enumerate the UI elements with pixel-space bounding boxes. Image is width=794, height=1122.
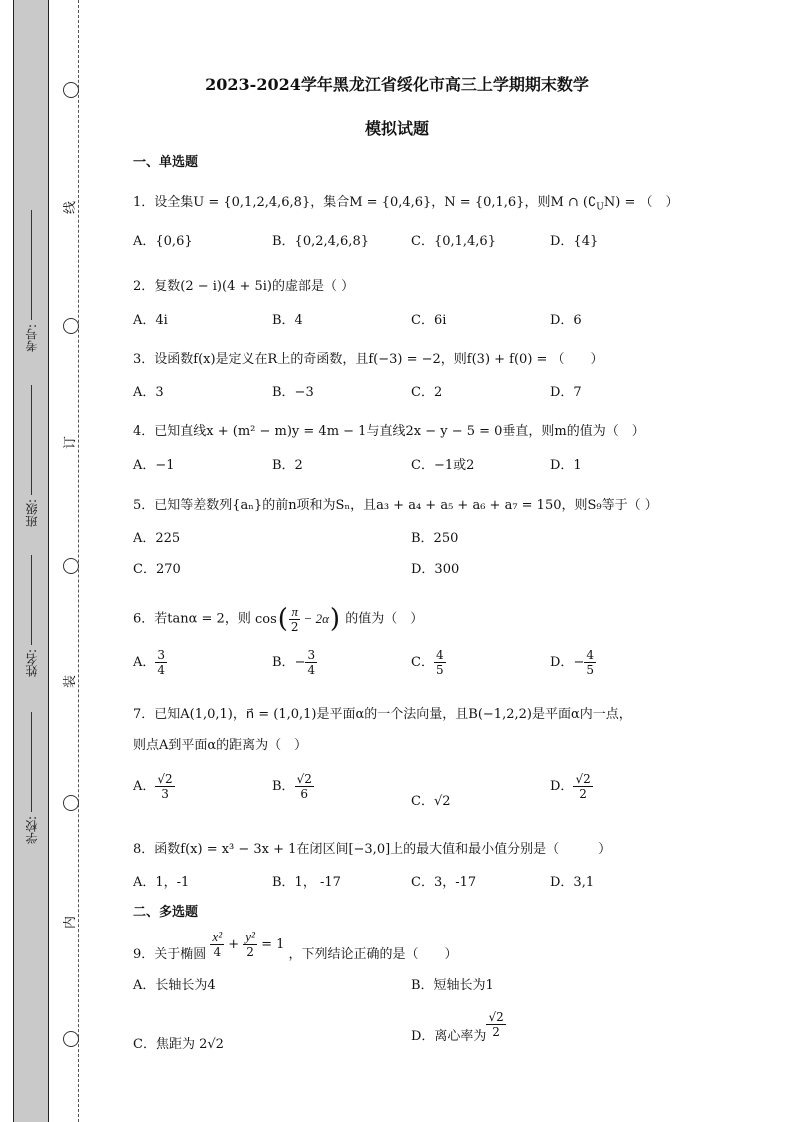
left-paren: ( (277, 604, 288, 634)
question-7-line2: 则点A到平面α的距离为（ ） (133, 738, 308, 753)
option-label: A． (133, 779, 156, 794)
q2-option-b[interactable]: B．4 (272, 313, 303, 328)
minus-sign: − (573, 655, 585, 670)
binding-hole (63, 795, 79, 811)
frac-num: √2 (157, 772, 173, 786)
frac-den: 2 (492, 1025, 500, 1039)
q9-option-d[interactable] (411, 1010, 506, 1044)
frac-num: √2 (488, 1010, 504, 1024)
question-6-stem-start: 6．若tanα = 2，则 (133, 611, 251, 627)
q8-option-c[interactable]: C．3，-17 (411, 875, 477, 890)
q1-option-a[interactable]: A．{0,6} (133, 234, 193, 249)
school-field[interactable] (20, 712, 42, 844)
question-4: 4．已知直线x + (m² − m)y = 4m − 1与直线2x − y − 5 = 0垂直，则m的值为（ ） (133, 424, 645, 439)
q6-option-b[interactable] (272, 648, 317, 677)
q8-option-d[interactable]: D．3,1 (550, 875, 595, 890)
option-label: A． (133, 655, 156, 670)
exam-number-field[interactable] (20, 210, 42, 352)
frac-den: 6 (300, 787, 309, 801)
fraction (155, 648, 167, 677)
frac-den: 5 (586, 663, 594, 677)
question-1-stem-tail: N) = （ ） (603, 195, 679, 210)
question-7: 7．已知A(1,0,1)，n⃗ = (1,0,1)是平面α的一个法向量，且B(−1,2,2)是平面α内一点， (133, 707, 632, 722)
question-9-stem-end: ，下列结论正确的是（ ） (288, 947, 458, 962)
cut-line (78, 0, 79, 1122)
q1-option-c[interactable]: C．{0,1,4,6} (411, 234, 496, 249)
option-label: D． (550, 779, 574, 794)
q3-option-c[interactable]: C．2 (411, 385, 443, 400)
frac-num: π (291, 603, 298, 619)
option-label: D．离心率为 (411, 1029, 487, 1044)
option-label: C． (411, 655, 434, 670)
question-8: 8．函数f(x) = x³ − 3x + 1在闭区间[−3,0]上的最大值和最小值分别是（ ） (133, 842, 612, 857)
binding-mark-xian: 线 (59, 201, 78, 214)
cos-expression (255, 604, 341, 634)
section-heading-single-choice: 一、单选题 (133, 155, 199, 170)
q4-option-c[interactable]: C．−1或2 (411, 458, 475, 473)
minus-two-alpha: − 2α (303, 611, 329, 626)
q5-option-c[interactable]: C．270 (133, 562, 181, 577)
frac-den: 2 (246, 945, 254, 959)
section-heading-multiple-choice: 二、多选题 (133, 905, 199, 920)
q3-option-a[interactable]: A．3 (133, 385, 164, 400)
frac-den: 2 (579, 787, 587, 801)
binding-hole (63, 318, 79, 334)
fraction (155, 772, 174, 801)
fraction (295, 772, 314, 801)
frac-num: x² (212, 929, 223, 944)
q2-option-c[interactable]: C．6i (411, 313, 447, 328)
class-field[interactable] (20, 385, 42, 527)
frac-num: 4 (586, 648, 594, 662)
q2-option-a[interactable]: A．4i (133, 313, 168, 328)
page-subtitle: 模拟试题 (364, 119, 429, 138)
q7-option-c[interactable] (411, 790, 451, 809)
q6-option-a[interactable] (133, 648, 167, 677)
q4-option-a[interactable]: A．−1 (133, 458, 175, 473)
binding-hole (63, 558, 79, 574)
pi-over-two (289, 605, 301, 634)
plus-sign: + (228, 937, 240, 952)
q3-option-d[interactable]: D．7 (550, 385, 582, 400)
q2-option-d[interactable]: D．6 (550, 313, 582, 328)
q4-option-d[interactable]: D．1 (550, 458, 582, 473)
frac-num: 3 (307, 648, 316, 662)
fraction (584, 648, 596, 677)
q7-option-b[interactable] (272, 772, 314, 801)
q9-option-b[interactable]: B．短轴长为1 (411, 978, 494, 993)
q5-option-b[interactable]: B．250 (411, 531, 459, 546)
name-label: 姓名: (24, 649, 39, 678)
q7-option-a[interactable] (133, 772, 175, 801)
cos-label: cos (254, 611, 277, 627)
fraction (434, 648, 446, 677)
q9-option-c[interactable]: C．焦距为 2√2 (133, 1037, 224, 1052)
right-paren: ) (329, 604, 341, 634)
question-6-stem-end: 的值为（ ） (345, 611, 424, 627)
frac-den: 4 (307, 663, 316, 677)
fraction (305, 648, 317, 677)
frac-num: 3 (157, 648, 166, 662)
binding-mark-zhuang: 装 (59, 675, 78, 688)
option-label: D． (550, 655, 574, 670)
q4-option-b[interactable]: B．2 (272, 458, 303, 473)
q1-option-b[interactable]: B．{0,2,4,6,8} (272, 234, 369, 249)
frac-num: √2 (575, 772, 591, 786)
q6-option-d[interactable] (550, 648, 596, 677)
q5-option-a[interactable]: A．225 (133, 531, 181, 546)
frac-num: 4 (435, 648, 444, 662)
q5-option-d[interactable]: D．300 (411, 562, 460, 577)
frac-den: 4 (157, 663, 166, 677)
fraction-x (210, 930, 224, 959)
frac-num: y² (245, 929, 255, 944)
question-6 (133, 604, 423, 634)
fraction (486, 1010, 505, 1039)
frac-num: √2 (296, 772, 312, 786)
fraction-y (243, 930, 257, 959)
page-title: 2023-2024学年黑龙江省绥化市高三上学期期末数学 (205, 75, 589, 94)
frac-den: 2 (290, 619, 299, 634)
q8-option-b[interactable]: B．1， -17 (272, 875, 341, 890)
minus-sign: − (294, 655, 306, 670)
equals-one: = 1 (261, 937, 285, 952)
binding-hole (63, 1031, 79, 1047)
q6-option-c[interactable] (411, 648, 446, 677)
frac-den: 3 (161, 787, 169, 801)
option-label: B． (272, 779, 295, 794)
option-label: B． (272, 655, 295, 670)
question-9-stem-start: 9．关于椭圆 (133, 947, 207, 962)
name-field[interactable] (20, 555, 42, 677)
school-label: 学校: (24, 816, 39, 845)
frac-den: 4 (213, 945, 222, 959)
question-9 (133, 930, 458, 962)
q1-option-d[interactable]: D．{4} (550, 234, 599, 249)
binding-mark-ding: 订 (59, 436, 78, 449)
sqrt-two: √2 (433, 794, 451, 809)
q9-option-a[interactable]: A．长轴长为4 (133, 978, 216, 993)
question-2: 2．复数(2 − i)(4 + 5i)的虚部是（ ） (133, 279, 355, 294)
option-label: C． (411, 794, 434, 809)
class-label: 班级: (24, 499, 39, 528)
exam-number-label: 考号: (24, 324, 39, 353)
q8-option-a[interactable]: A．1，-1 (133, 875, 190, 890)
question-1 (133, 191, 678, 213)
binding-mark-nei: 内 (59, 916, 78, 929)
q3-option-b[interactable]: B．−3 (272, 385, 314, 400)
question-5: 5．已知等差数列{aₙ}的前n项和为Sₙ，且a₃ + a₄ + a₅ + a₆ + a₇ = 150，则S₉等于（ ） (133, 498, 658, 513)
q7-option-d[interactable] (550, 772, 593, 801)
complement-subscript: U (596, 202, 604, 213)
question-3: 3．设函数f(x)是定义在R上的奇函数，且f(−3) = −2，则f(3) + f(0) = （ ） (133, 352, 604, 367)
question-1-stem: 1．设全集U = {0,1,2,4,6,8}，集合M = {0,4,6}，N = {0,1,6}，则M ∩ (∁ (133, 195, 597, 210)
frac-den: 5 (435, 663, 444, 677)
fraction (573, 772, 592, 801)
